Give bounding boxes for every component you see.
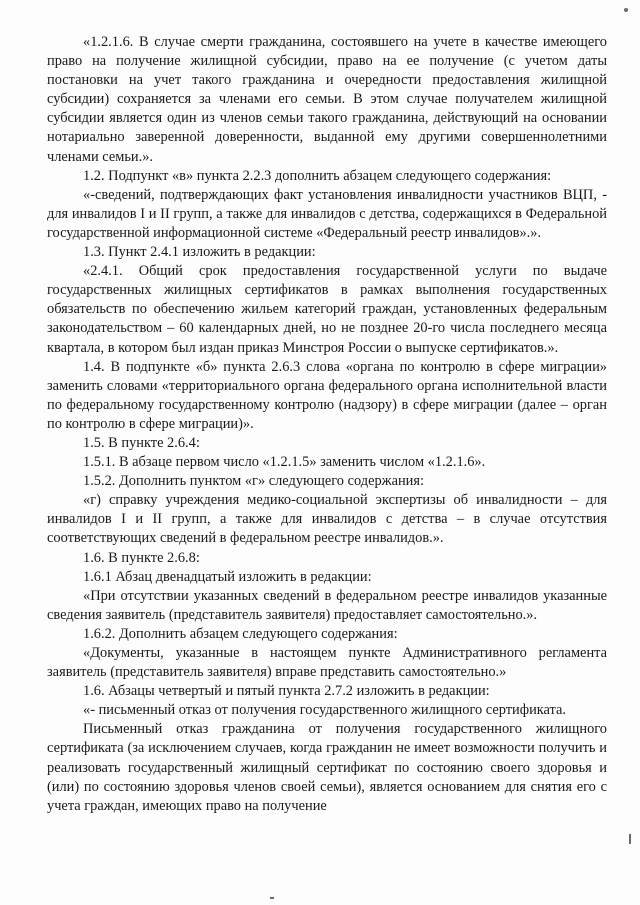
paragraph-refusal: Письменный отказ гражданина от получения государственного жилищного сертификата (за исключением случаев, когда гражданин не имеет возможности получить и реализовать государственный жилищный сертификат по состоянию своего здоровья и (или) по состоянию здоровья членов своей семьи), является основанием для снятия его с учета граждан, имеющих право на получение — [47, 721, 607, 814]
paragraph-1-6-2: 1.6.2. Дополнить абзацем следующего содержания: — [83, 625, 398, 642]
paragraph-1-3: 1.3. Пункт 2.4.1 изложить в редакции: — [83, 244, 316, 261]
paragraph-1-6-1-quote: «При отсутствии указанных сведений в федеральном реестре инвалидов указанные сведения заявитель (представитель заявителя) предоставляет самостоятельно.». — [47, 587, 607, 623]
paragraph-1-2: 1.2. Подпункт «в» пункта 2.2.3 дополнить абзацем следующего содержания: — [83, 167, 552, 184]
scan-speck — [270, 897, 274, 899]
paragraph-1-4: 1.4. В подпункте «б» пункта 2.6.3 слова «органа по контролю в сфере миграции» заменить словами «территориального органа федерального органа исполнительной власти по федеральному государственному контролю (надзору) в сфере миграции (далее – орган по контролю в сфере миграции)». — [47, 358, 607, 432]
document-body — [47, 33, 607, 816]
paragraph-1-5: 1.5. В пункте 2.6.4: — [83, 434, 200, 451]
paragraph-1-2-quote: «-сведений, подтверждающих факт установления инвалидности участников ВЦП, - для инвалидов I и II групп, а также для инвалидов с детства, содержащихся в Федеральной государственной информационной системе «Федеральный реестр инвалидов».». — [47, 186, 607, 241]
paragraph-1-5-2: 1.5.2. Дополнить пунктом «г» следующего содержания: — [83, 473, 425, 490]
paragraph-1-6-1: 1.6.1 Абзац двенадцатый изложить в редакции: — [83, 568, 372, 585]
paragraph-2-7-2-quote: «- письменный отказ от получения государственного жилищного сертификата. — [83, 702, 567, 719]
paragraph-1-5-2-quote: «г) справку учреждения медико-социальной экспертизы об инвалидности – для инвалидов I и II групп, а также для инвалидов с детства – в случае отсутствия соответствующих сведений в федеральном реестре инвалидов.». — [47, 492, 607, 547]
paragraph-1-6-2-quote: «Документы, указанные в настоящем пункте Административного регламента заявитель (представитель заявителя) вправе представить самостоятельно.» — [47, 645, 607, 681]
paragraph-1-5-1: 1.5.1. В абзаце первом число «1.2.1.5» заменить числом «1.2.1.6». — [83, 454, 486, 471]
paragraph-1-6-second: 1.6. Абзацы четвертый и пятый пункта 2.7.2 изложить в редакции: — [83, 683, 490, 700]
paragraph-1-6: 1.6. В пункте 2.6.8: — [83, 549, 200, 566]
scan-speck — [624, 8, 628, 12]
paragraph-2-4-1: «2.4.1. Общий срок предоставления государственной услуги по выдаче государственных жилищных сертификатов в рамках выполнения государственных обязательств по обеспечению жильем категорий граждан, установленных федеральным законодательством – 60 календарных дней, но не позднее 20-го числа последнего месяца квартала, в котором был издан приказ Минстроя России о выпуске сертификатов.». — [47, 263, 607, 356]
paragraph-1-2-1-6: «1.2.1.6. В случае смерти гражданина, состоявшего на учете в качестве имеющего право на получение жилищной субсидии, право на ее получение (с учетом даты постановки на учет такого гражданина и очередности предоставления жилищной субсидии) сохраняется за членами его семьи. В этом случае получателем жилищной субсидии является один из членов семьи такого гражданина, действующий на основании нотариально заверенной доверенности, выданной ему другими совершеннолетними членами семьи.». — [47, 34, 607, 165]
scan-edge-mark — [629, 834, 631, 844]
